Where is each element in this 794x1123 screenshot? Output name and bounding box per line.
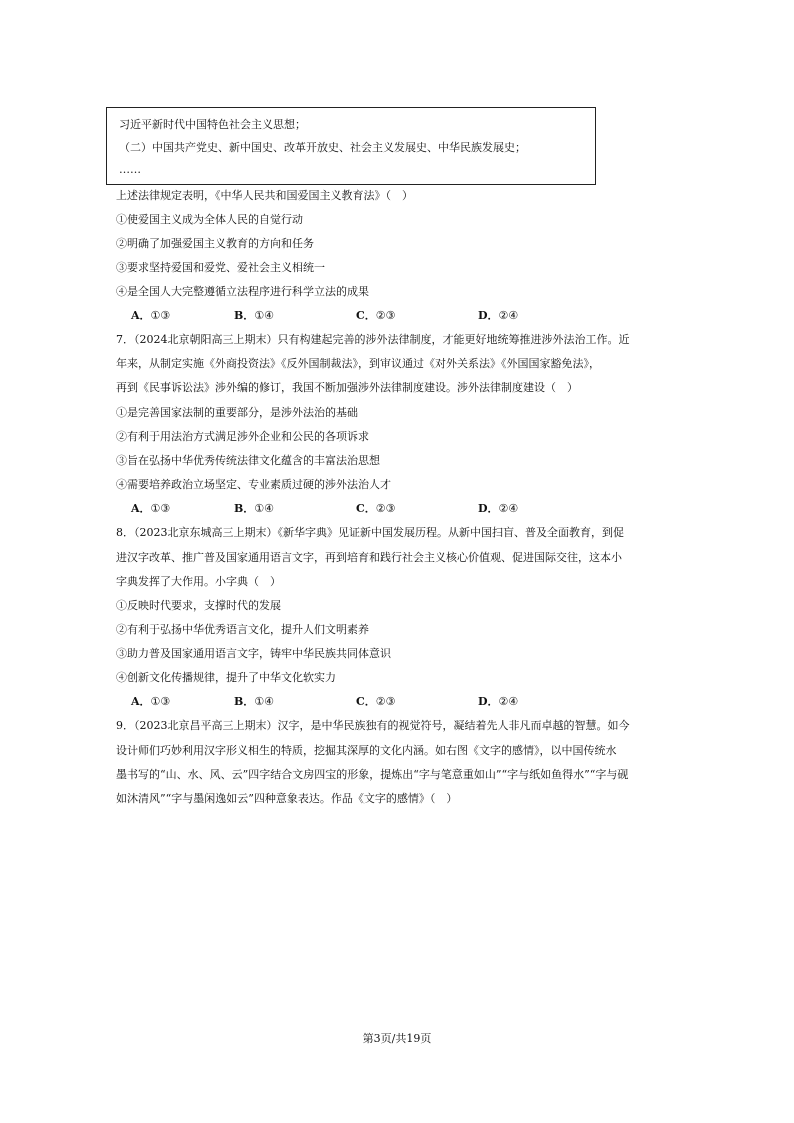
q8-item: ①反映时代要求，支撑时代的发展 (116, 599, 281, 612)
q7-item: ②有利于用法治方式满足涉外企业和公民的各项诉求 (116, 430, 369, 443)
q8-option-a: A．①③ (131, 695, 171, 708)
q8-option-b: B．①④ (234, 695, 275, 708)
page-footer: 第3页/共19页 (362, 1032, 432, 1045)
q8-item: ④创新文化传播规律，提升了中华文化软实力 (116, 671, 336, 684)
q8-option-d: D．②④ (478, 695, 519, 708)
q6-item: ②明确了加强爱国主义教育的方向和任务 (116, 237, 314, 250)
q7-stem-line: 7．（2024北京朝阳高三上期末）只有构建起完善的涉外法律制度，才能更好地统筹推进涉外法治工作。近 (116, 333, 630, 346)
q8-option-c: C．②③ (356, 695, 396, 708)
q7-item: ④需要培养政治立场坚定、专业素质过硬的涉外法治人才 (116, 478, 391, 491)
q8-stem-line: 进汉字改革、推广普及国家通用语言文字，再到培育和践行社会主义核心价值观、促进国际交往，这本小 (116, 551, 622, 564)
q6-option-a: A．①③ (131, 309, 171, 322)
q7-item: ③旨在弘扬中华优秀传统法律文化蕴含的丰富法治思想 (116, 454, 380, 467)
q7-item: ①是完善国家法制的重要部分，是涉外法治的基础 (116, 406, 358, 419)
q8-item: ②有利于弘扬中华优秀语言文化，提升人们文明素养 (116, 623, 369, 636)
q6-option-d: D．②④ (478, 309, 519, 322)
q9-stem-line: 设计师们巧妙利用汉字形义相生的特质，挖掘其深厚的文化内涵。如右图《文字的感情》，以中国传统水 (116, 744, 617, 757)
q9-stem-line: 9．（2023北京昌平高三上期末）汉字，是中华民族独有的视觉符号，凝结着先人非凡而卓越的智慧。如今 (116, 719, 630, 732)
q6-option-c: C．②③ (356, 309, 396, 322)
q7-option-b: B．①④ (234, 502, 275, 515)
q6-item: ④是全国人大完整遵循立法程序进行科学立法的成果 (116, 285, 369, 298)
q8-stem-line: 字典发挥了大作用。小字典（ ） (116, 575, 281, 588)
quote-line: …… (119, 163, 141, 176)
q7-option-d: D．②④ (478, 502, 519, 515)
q6-item: ①使爱国主义成为全体人民的自觉行动 (116, 213, 303, 226)
q6-stem: 上述法律规定表明，《中华人民共和国爱国主义教育法》（ ） (116, 189, 413, 202)
q7-option-c: C．②③ (356, 502, 396, 515)
q9-stem-line: 如沐清风”“字与墨闲逸如云”四种意象表达。作品《文字的感情》（ ） (116, 792, 458, 805)
quote-line: （二）中国共产党史、新中国史、改革开放史、社会主义发展史、中华民族发展史； (119, 141, 526, 154)
q7-stem-line: 再到《民事诉讼法》涉外编的修订，我国不断加强涉外法律制度建设。涉外法律制度建设（ ） (116, 381, 578, 394)
q7-option-a: A．①③ (131, 502, 171, 515)
quote-line: 习近平新时代中国特色社会主义思想； (119, 118, 306, 131)
q7-stem-line: 年来，从制定实施《外商投资法》《反外国制裁法》，到审议通过《对外关系法》《外国国家豁免法》， (116, 357, 600, 370)
q8-stem-line: 8．（2023北京东城高三上期末）《新华字典》见证新中国发展历程。从新中国扫盲、普及全面教育，到促 (116, 526, 624, 539)
q9-stem-line: 墨书写的“山、水、风、云”四字结合文房四宝的形象，提炼出“字与笔意重如山”“字与纸如鱼得水”“字与砚 (116, 768, 629, 781)
q8-item: ③助力普及国家通用语言文字，铸牢中华民族共同体意识 (116, 647, 391, 660)
quote-box (106, 107, 596, 185)
q6-item: ③要求坚持爱国和爱党、爱社会主义相统一 (116, 261, 325, 274)
q6-option-b: B．①④ (234, 309, 275, 322)
